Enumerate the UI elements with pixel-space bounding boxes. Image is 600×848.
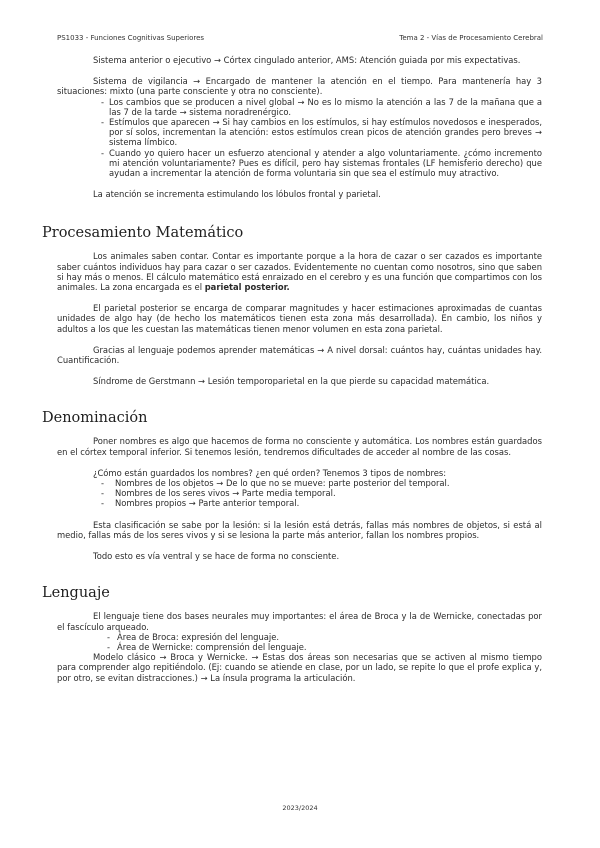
list-item: - Cuando yo quiero hacer un esfuerzo atencional y atender a algo voluntariamente. ¿cómo incremento mi atención voluntariamente? Pues es difícil, pero hay sistemas frontales (LF hemisferio derecho) que ayudan a incrementar la atención de forma voluntaria sin que sea el estímulo muy atractivo. xyxy=(57,148,542,179)
list-item: - Área de Broca: expresión del lenguaje. xyxy=(57,632,542,642)
list-item: - Los cambios que se producen a nivel global → No es lo mismo la atención a las 7 de la mañana que a las 7 de la tarde → sistema noradrenérgico. xyxy=(57,97,542,117)
heading-math-processing: Procesamiento Matemático xyxy=(42,225,244,242)
paragraph-attention-summary: La atención se incrementa estimulando los lóbulos frontal y parietal. xyxy=(93,189,381,200)
footer-academic-year: 2023/2024 xyxy=(282,804,318,812)
paragraph-ventral-pathway: Todo esto es vía ventral y se hace de forma no consciente. xyxy=(93,551,340,562)
bold-posterior-parietal: parietal posterior. xyxy=(204,282,290,293)
heading-language: Lenguaje xyxy=(42,585,110,602)
document-body xyxy=(42,55,542,683)
paragraph-language-math: Gracias al lenguaje podemos aprender matemáticas → A nivel dorsal: cuántos hay, cuántas unidades hay. Cuantificación. xyxy=(57,344,542,366)
paragraph-gerstmann: Síndrome de Gerstmann → Lesión temporoparietal en la que pierde su capacidad matemática. xyxy=(93,376,490,387)
paragraph-naming-intro: Poner nombres es algo que hacemos de forma no consciente y automática. Los nombres están guardados en el córtex temporal inferior. Si tenemos lesión, tendremos dificultades de acceder al nombre de las cosas. xyxy=(57,436,542,457)
language-areas-list xyxy=(57,632,542,652)
paragraph-posterior-parietal: El parietal posterior se encarga de comparar magnitudes y hacer estimaciones aproximadas de cuantas unidades de algo hay (de hecho los matemáticos tienen esta zona más desarrollada). En cambio, los niños y adultos a los que les cuestan las matemáticas tienen menor volumen en esta zona parietal. xyxy=(57,303,542,334)
paragraph-animals-count: Los animales saben contar. Contar es importante porque a la hora de cazar o ser cazados es importante saber cuántos individuos hay para cazar o ser cazados. Evidentemente no cuentan como nosotros, sino que saben si hay más o menos. El cálculo matemático está enraizado en el cerebro y es una función que compartimos con los animales. La zona encargada es el parietal posterior. xyxy=(57,251,542,293)
paragraph-vigilance-system: Sistema de vigilancia → Encargado de mantener la atención en el tiempo. Para mantenería hay 3 situaciones: mixto (una parte consciente y otra no consciente). xyxy=(57,76,542,97)
paragraph-name-types-question: ¿Cómo están guardados los nombres? ¿en qué orden? Tenemos 3 tipos de nombres: xyxy=(93,467,447,478)
heading-naming: Denominación xyxy=(42,410,148,427)
vigilance-situations-list xyxy=(57,97,542,179)
list-item: - Área de Wernicke: comprensión del lenguaje. xyxy=(57,642,542,652)
header-topic-title: Tema 2 - Vías de Procesamiento Cerebral xyxy=(399,34,543,42)
header-course-title: PS1033 - Funciones Cognitivas Superiores xyxy=(57,34,205,42)
list-item: - Estímulos que aparecen → Si hay cambios en los estímulos, si hay estímulos novedosos e inesperados, por sí solos, incrementan la atención: estos estímulos crean picos de atención grandes pero breves → sistema límbico. xyxy=(57,117,542,148)
paragraph-lesion-classification: Esta clasificación se sabe por la lesión: si la lesión está detrás, fallas más nombres de objetos, si está al medio, fallas más de los seres vivos y si se lesiona la parte más anterior, fallan los nombres propios. xyxy=(57,519,542,540)
paragraph-classic-model: Modelo clásico → Broca y Wernicke. → Estas dos áreas son necesarias que se activen al mismo tiempo para comprender algo repitiéndolo. (Ej: cuando se atiende en clase, por un lado, se repite lo que el profe explica y, por otro, se evitan distracciones.) → La ínsula programa la articulación. xyxy=(57,652,542,683)
paragraph-language-bases: El lenguaje tiene dos bases neurales muy importantes: el área de Broca y la de Wernicke, conectadas por el fascículo arqueado. xyxy=(57,611,542,632)
name-types-list xyxy=(57,478,542,509)
list-item: - Nombres de los seres vivos → Parte media temporal. xyxy=(57,488,542,498)
paragraph-anterior-system: Sistema anterior o ejecutivo → Córtex cingulado anterior, AMS: Atención guiada por mis expectativas. xyxy=(93,55,521,65)
list-item: - Nombres propios → Parte anterior temporal. xyxy=(57,498,542,508)
list-item: - Nombres de los objetos → De lo que no se mueve: parte posterior del temporal. xyxy=(57,478,542,488)
